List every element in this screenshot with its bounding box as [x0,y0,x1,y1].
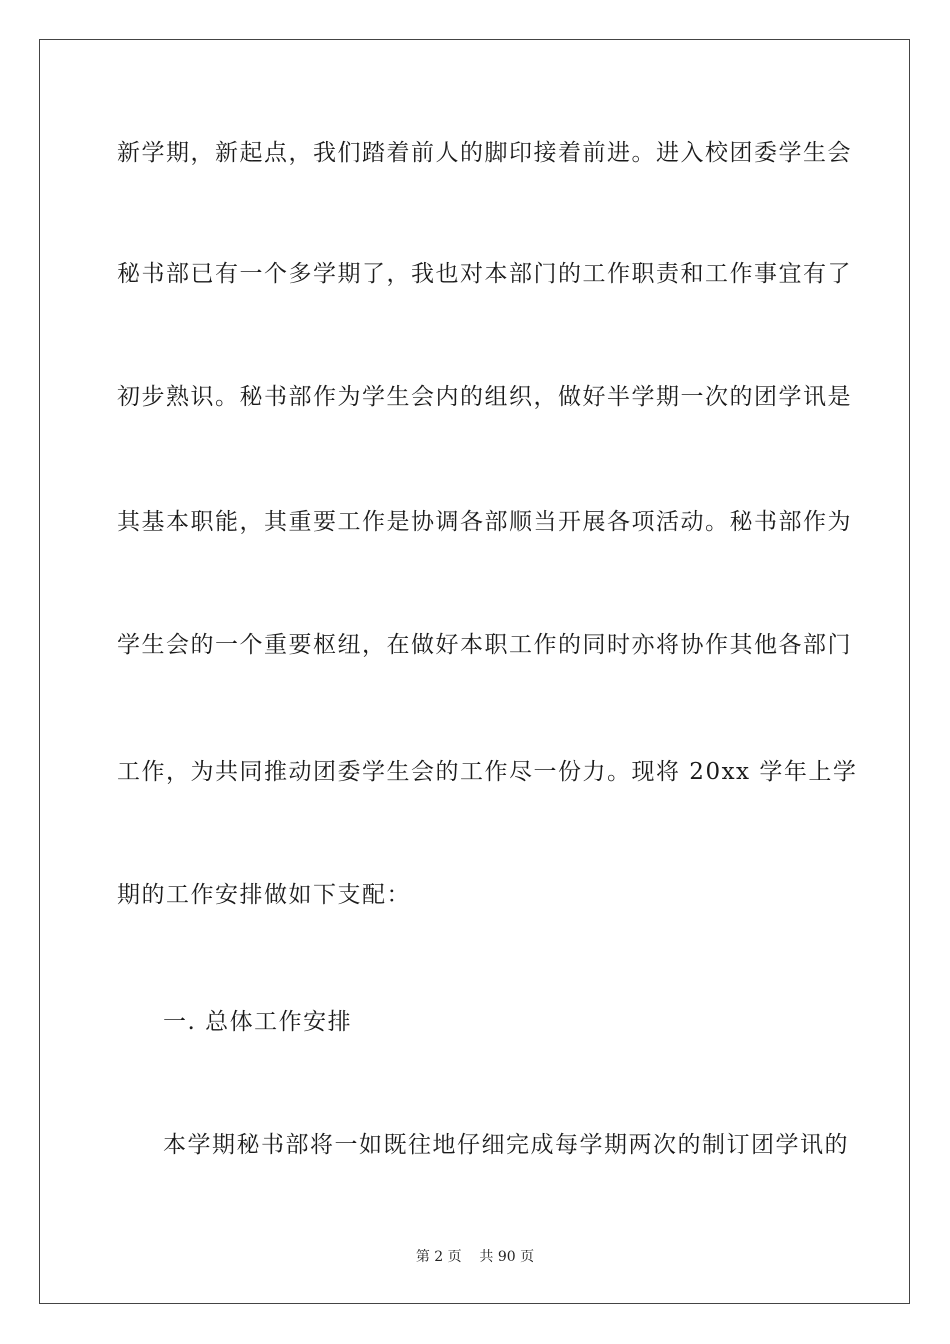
paragraph-1-line-6: 工作，为共同推动团委学生会的工作尽一份力。现将 20xx 学年上学 [117,759,858,785]
paragraph-1-line-4: 其基本职能，其重要工作是协调各部顺当开展各项活动。秘书部作为 [117,509,852,535]
page-number-footer: 第 2 页 共 90 页 [415,1249,535,1265]
paragraph-1-line-5: 学生会的一个重要枢纽，在做好本职工作的同时亦将协作其他各部门 [117,632,852,658]
paragraph-2-line-1: 本学期秘书部将一如既往地仔细完成每学期两次的制订团学讯的 [163,1132,849,1158]
page-border [39,39,910,1304]
paragraph-1-line-1: 新学期，新起点，我们踏着前人的脚印接着前进。进入校团委学生会 [117,140,852,166]
paragraph-1-line-3: 初步熟识。秘书部作为学生会内的组织，做好半学期一次的团学讯是 [117,384,852,410]
paragraph-1-line-7: 期的工作安排做如下支配： [117,882,411,908]
paragraph-1-line-2: 秘书部已有一个多学期了，我也对本部门的工作职责和工作事宜有了 [117,261,852,287]
section-heading: 一. 总体工作安排 [163,1009,353,1035]
